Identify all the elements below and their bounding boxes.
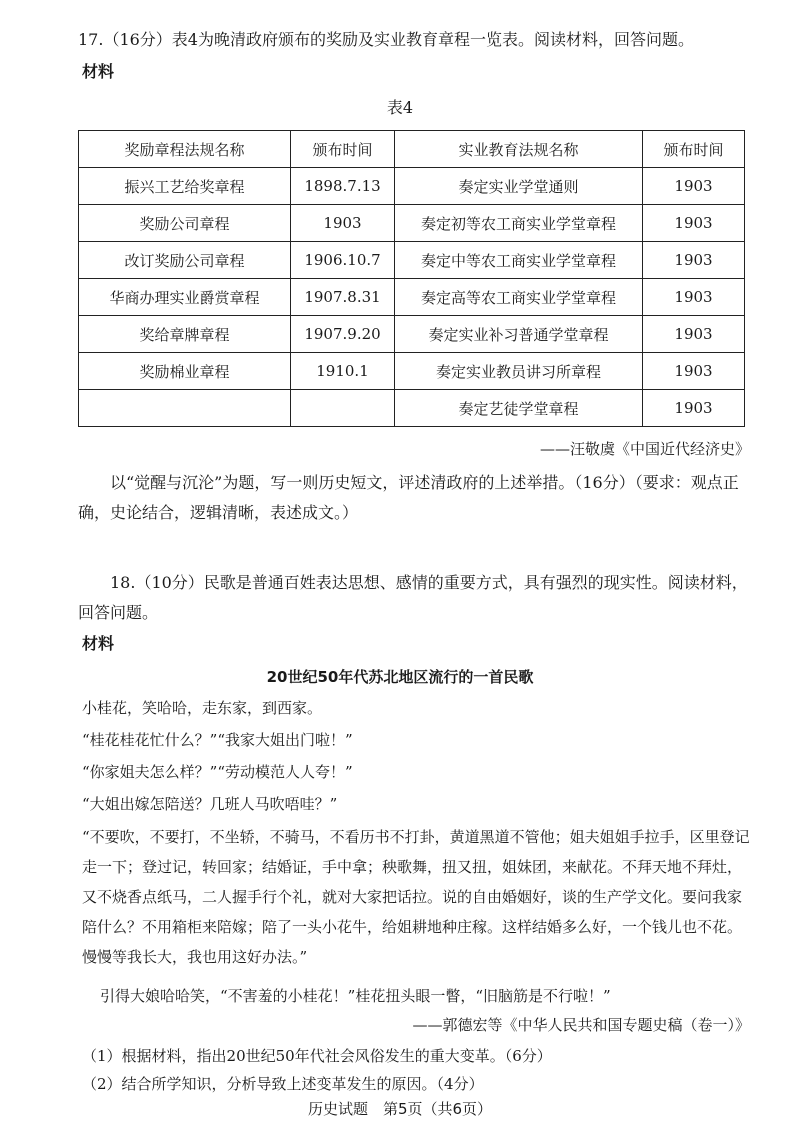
q18-source: ——郭德宏等《中华人民共和国专题史稿（卷一）》 xyxy=(412,1016,750,1034)
song-title: 20世纪50年代苏北地区流行的一首民歌 xyxy=(266,668,534,686)
table-row xyxy=(79,168,745,205)
table-row xyxy=(79,390,745,427)
table-row xyxy=(79,205,745,242)
table-cell: 奖励公司章程 xyxy=(79,205,291,242)
table-cell: 奖励棉业章程 xyxy=(79,353,291,390)
table-header-cell: 奖励章程法规名称 xyxy=(79,131,291,168)
song-long-paragraph: “不要吹，不要打，不坐轿，不骑马，不看历书不打卦，黄道黑道不管他；姐夫姐姐手拉手，区里登记走一下；登过记，转回家；结婚证，手中拿；秧歌舞，扭又扭，姐妹团，来献花。不拜天地不拜灶，又不烧香点纸马，二人握手行个礼，就对大家把话拉。说的自由婚姻好，谈的生产学文化。要问我家陪什么？不用箱柜来陪嫁；陪了一头小花牛，给姐耕地种庄稼。这样结婚多么好，一个钱儿也不花。慢慢等我长大，我也用这好办法。” xyxy=(82,828,750,966)
table-cell: 奏定艺徒学堂章程 xyxy=(395,390,643,427)
table-row xyxy=(79,316,745,353)
q17-material-label: 材料 xyxy=(82,62,115,81)
table-header-cell: 颁布时间 xyxy=(291,131,395,168)
table-cell: 奏定实业补习普通学堂章程 xyxy=(395,316,643,353)
table-cell: 奏定中等农工商实业学堂章程 xyxy=(395,242,643,279)
table-cell xyxy=(291,390,395,427)
table-cell: 1903 xyxy=(643,242,745,279)
song-line: “大姐出嫁怎陪送？几班人马吹唔哇？” xyxy=(82,795,338,813)
q17-intro: 17.（16分）表4为晚清政府颁布的奖励及实业教育章程一览表。阅读材料，回答问题。 xyxy=(78,30,694,49)
table-cell: 1903 xyxy=(643,353,745,390)
table-cell: 奏定实业教员讲习所章程 xyxy=(395,353,643,390)
table-cell: 1903 xyxy=(291,205,395,242)
table-cell: 1898.7.13 xyxy=(291,168,395,205)
table-caption: 表4 xyxy=(386,98,414,117)
song-line: 小桂花，笑哈哈，走东家，到西家。 xyxy=(82,699,323,717)
q18-material-label: 材料 xyxy=(82,634,115,653)
table-row xyxy=(79,279,745,316)
table-cell: 1910.1 xyxy=(291,353,395,390)
table-cell xyxy=(79,390,291,427)
q18-question-1: （1）根据材料，指出20世纪50年代社会风俗发生的重大变革。（6分） xyxy=(82,1047,552,1065)
table-row xyxy=(79,353,745,390)
table-header-row xyxy=(79,131,745,168)
q18-question-2: （2）结合所学知识，分析导致上述变革发生的原因。（4分） xyxy=(82,1075,484,1093)
table-cell: 1903 xyxy=(643,390,745,427)
song-line: “你家姐夫怎么样？”“劳动模范人人夸！” xyxy=(82,763,353,781)
song-line: “桂花桂花忙什么？”“我家大姐出门啦！” xyxy=(82,731,353,749)
table-cell: 1903 xyxy=(643,316,745,353)
q17-task: 以“觉醒与沉沦”为题，写一则历史短文，评述清政府的上述举措。（16分）（要求：观点正确，史论结合，逻辑清晰，表述成文。） xyxy=(78,473,739,522)
table-cell: 1907.9.20 xyxy=(291,316,395,353)
reward-education-table xyxy=(78,130,745,427)
table-header-cell: 颁布时间 xyxy=(643,131,745,168)
table-row xyxy=(79,242,745,279)
song-closing: 引得大娘哈哈笑，“不害羞的小桂花！”桂花扭头眼一瞥，“旧脑筋是不行啦！” xyxy=(100,987,611,1005)
table-header-cell: 实业教育法规名称 xyxy=(395,131,643,168)
page-footer: 历史试题 第5页（共6页） xyxy=(307,1100,493,1118)
table-cell: 1907.8.31 xyxy=(291,279,395,316)
table-cell: 华商办理实业爵赏章程 xyxy=(79,279,291,316)
table-cell: 1903 xyxy=(643,205,745,242)
table-cell: 奖给章牌章程 xyxy=(79,316,291,353)
table-cell: 振兴工艺给奖章程 xyxy=(79,168,291,205)
table-cell: 1906.10.7 xyxy=(291,242,395,279)
table-cell: 奏定初等农工商实业学堂章程 xyxy=(395,205,643,242)
table-cell: 奏定实业学堂通则 xyxy=(395,168,643,205)
q17-source: ——汪敬虞《中国近代经济史》 xyxy=(539,440,750,458)
table-cell: 改订奖励公司章程 xyxy=(79,242,291,279)
table-cell: 1903 xyxy=(643,279,745,316)
table-cell: 奏定高等农工商实业学堂章程 xyxy=(395,279,643,316)
q18-intro: 18.（10分）民歌是普通百姓表达思想、感情的重要方式，具有强烈的现实性。阅读材料，回答问题。 xyxy=(78,573,748,622)
table-cell: 1903 xyxy=(643,168,745,205)
